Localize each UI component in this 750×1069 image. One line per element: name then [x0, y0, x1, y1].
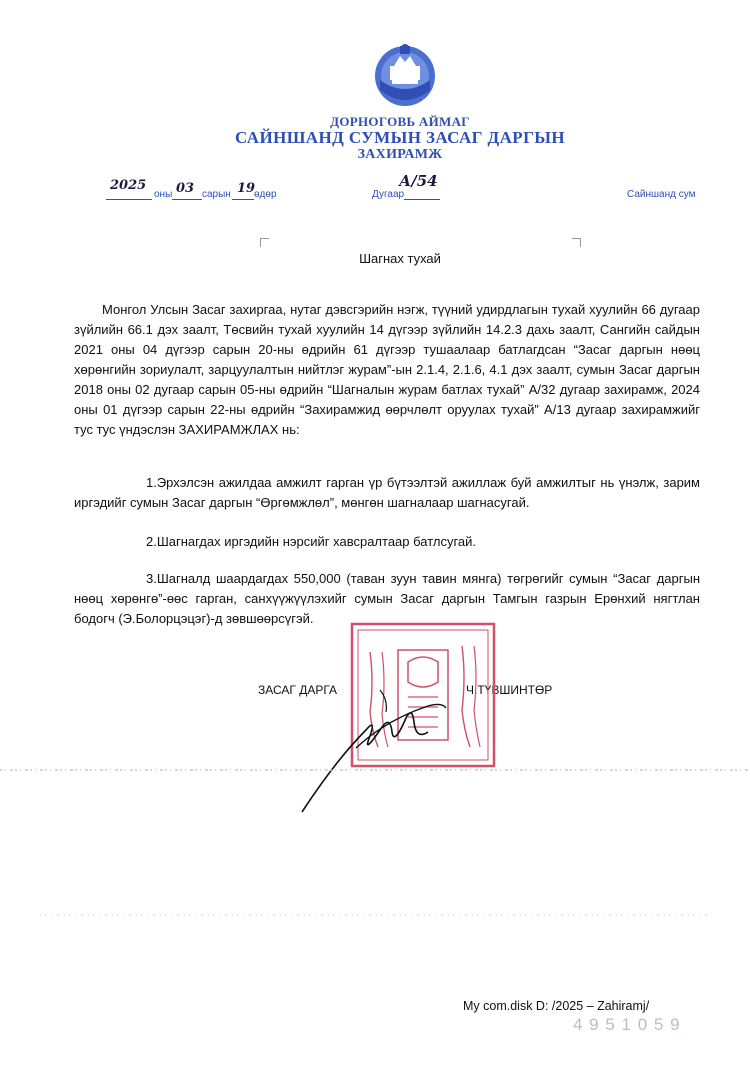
signatory-name: Ч.ТҮВШИНТӨР	[466, 683, 553, 697]
aimag-name: ДОРНОГОВЬ АЙМАГ	[330, 114, 470, 129]
signature-icon	[296, 660, 456, 820]
state-emblem-icon	[372, 40, 438, 112]
corner-mark-right	[572, 238, 581, 247]
day-underline	[232, 199, 254, 200]
footer-file-path: My com.disk D: /2025 – Zahiramj/	[463, 999, 650, 1013]
body-item-2: 2.Шагнагдах иргэдийн нэрсийг хавсралтаар батлсугай.	[146, 534, 477, 549]
number-underline	[404, 199, 440, 200]
signatory-title: ЗАСАГ ДАРГА	[258, 683, 338, 697]
office-name: САЙНШАНД СУМЫН ЗАСАГ ДАРГЫН	[234, 128, 566, 147]
date-day-handwritten: 19	[237, 181, 256, 196]
scan-noise-band	[0, 765, 750, 775]
subject-title: Шагнах тухай	[359, 251, 441, 266]
date-month-suffix: сарын	[202, 189, 231, 200]
date-year-handwritten: 2025	[110, 178, 147, 193]
month-underline	[172, 199, 202, 200]
number-value-handwritten: А/54	[399, 172, 438, 190]
year-underline	[106, 199, 152, 200]
body-intro: Монгол Улсын Засаг захиргаа, нутаг дэвсгэрийн нэгж, түүний удирдлагын тухай хуулийн 66 дугаар зүйлийн 66.1 дэх заалт, Төсвийн тухай хуулийн 14 дүгээр зүйлийн 14.2.3 дахь заалт, Сангийн сайдын 2021 оны 04 дүгээр сарын 20-ны өдрийн 61 дүгээр тушаалаар батлагдсан “Засаг даргын нөөц хөрөнгийн зориулалт, зарцуулалтын нийтлэг журам”-ын 2.1.4, 2.1.6, 4.1 дэх заалт, сумын Засаг даргын 2018 оны 02 дугаар сарын 05-ны өдрийн “Шагналын журам батлах тухай” А/32 дугаар захирамж, 2024 оны 01 дүгээр сарын 22-ны өдрийн “Захирамжид өөрчлөлт оруулах тухай” А/13 дугаар захирамжийг тус тус үндэслэн ЗАХИРАМЖЛАХ нь:	[74, 302, 700, 437]
corner-mark-left	[260, 238, 269, 247]
document-type: ЗАХИРАМЖ	[357, 147, 443, 162]
body-item-1: 1.Эрхэлсэн ажилдаа амжилт гарган үр бүтээлтэй ажиллаж буй амжилтыг нь үнэлж, зарим иргэдийг сумын Засаг даргын “Өргөмжлөл”, мөнгөн шагналаар шагнасугай.	[74, 475, 700, 510]
scan-noise-band	[0, 910, 750, 920]
number-label: Дугаар	[372, 189, 405, 200]
place-name: Сайншанд сум	[627, 189, 696, 200]
body-item-3: 3.Шагналд шаардагдах 550,000 (таван зуун тавин мянга) төгрөгийг сумын “Засаг даргын нөөц хөрөнгө”-өөс гарган, санхүүжүүлэхийг сумын Засаг даргын Тамгын газрын Ерөнхий нягтлан бодогч (Э.Болорцэцэг)-д зөвшөөрсүгэй.	[74, 571, 700, 626]
date-day-suffix: өдөр	[254, 189, 277, 200]
date-month-handwritten: 03	[176, 181, 195, 196]
footer-serial-number: 4 9 5 1 0 5 9	[573, 1015, 681, 1034]
date-year-suffix: оны	[154, 189, 173, 200]
